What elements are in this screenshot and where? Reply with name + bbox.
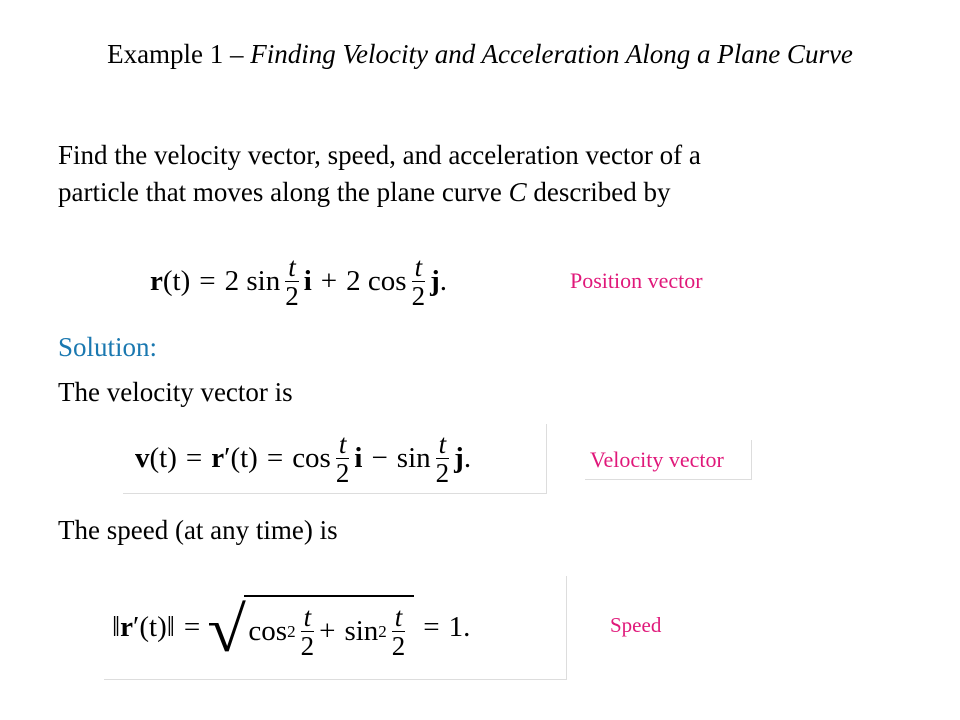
eq-token: −	[371, 442, 388, 474]
eq-token: =	[423, 611, 440, 643]
velocity-equation	[123, 424, 547, 494]
eq-token: ‖	[112, 611, 121, 643]
position-vector-label: Position vector	[570, 268, 703, 293]
eq-token: (t)	[162, 264, 191, 297]
fraction	[436, 430, 450, 487]
slide-title	[40, 34, 920, 74]
denominator: 2	[300, 631, 315, 661]
eq-token: =	[266, 442, 284, 474]
eq-token: 1.	[448, 611, 471, 643]
eq-token: sin	[396, 442, 431, 474]
eq-token: 2 sin	[224, 264, 281, 297]
position-equation	[150, 247, 447, 315]
eq-token: i	[303, 264, 312, 297]
fraction	[301, 603, 315, 660]
eq-token: cos	[292, 442, 331, 474]
eq-token: sin	[344, 615, 379, 647]
eq-token: =	[185, 442, 203, 474]
numerator: t	[336, 430, 350, 459]
radical-sign: √	[207, 594, 247, 665]
eq-token: r	[120, 611, 134, 643]
radicand	[244, 595, 414, 660]
intro-line-1: Find the velocity vector, speed, and acceleration vector of a	[58, 140, 701, 170]
eq-token: r	[150, 264, 163, 297]
eq-token: =	[183, 611, 201, 643]
numerator: t	[301, 603, 315, 632]
square-root	[207, 594, 414, 665]
numerator: t	[436, 430, 450, 459]
eq-token: r	[211, 442, 225, 474]
numerator: t	[412, 253, 426, 282]
fraction	[412, 253, 426, 310]
title-prefix: Example 1 –	[107, 39, 251, 69]
eq-token: =	[199, 264, 216, 297]
title-italic: Finding Velocity and Acceleration Along a Plane Curve	[250, 39, 853, 69]
eq-token: .	[439, 264, 447, 297]
eq-token: +	[320, 264, 338, 297]
velocity-text: The velocity vector is	[58, 377, 293, 407]
eq-token: j	[430, 264, 440, 297]
intro-text-end: described by	[526, 177, 671, 207]
eq-token: +	[319, 615, 336, 647]
exponent: 2	[378, 621, 387, 641]
speed-text: The speed (at any time) is	[58, 515, 338, 545]
curve-var: C	[508, 177, 527, 207]
fraction	[285, 253, 299, 310]
eq-token: (t)	[149, 442, 177, 474]
numerator: t	[392, 603, 406, 632]
denominator: 2	[391, 631, 406, 661]
fraction	[336, 430, 350, 487]
denominator: 2	[285, 280, 299, 311]
velocity-vector-label: Velocity vector	[585, 440, 752, 480]
numerator: t	[285, 253, 299, 282]
eq-token: cos	[248, 615, 288, 647]
eq-token: .	[463, 442, 472, 474]
eq-token: ′(t)	[133, 611, 167, 643]
eq-token: j	[454, 442, 464, 474]
intro-text: particle that moves along the plane curve	[58, 177, 509, 207]
intro-line-2	[58, 174, 671, 211]
eq-token: v	[135, 442, 150, 474]
denominator: 2	[435, 458, 450, 488]
fraction	[392, 603, 406, 660]
eq-token: ′(t)	[224, 442, 258, 474]
eq-token: i	[354, 442, 363, 474]
solution-label: Solution:	[58, 332, 158, 362]
exponent: 2	[287, 621, 296, 641]
denominator: 2	[335, 458, 350, 488]
eq-token: 2 cos	[346, 264, 407, 297]
eq-token: ‖	[166, 611, 175, 643]
denominator: 2	[411, 280, 426, 311]
speed-equation	[104, 576, 567, 680]
speed-label: Speed	[610, 613, 662, 637]
